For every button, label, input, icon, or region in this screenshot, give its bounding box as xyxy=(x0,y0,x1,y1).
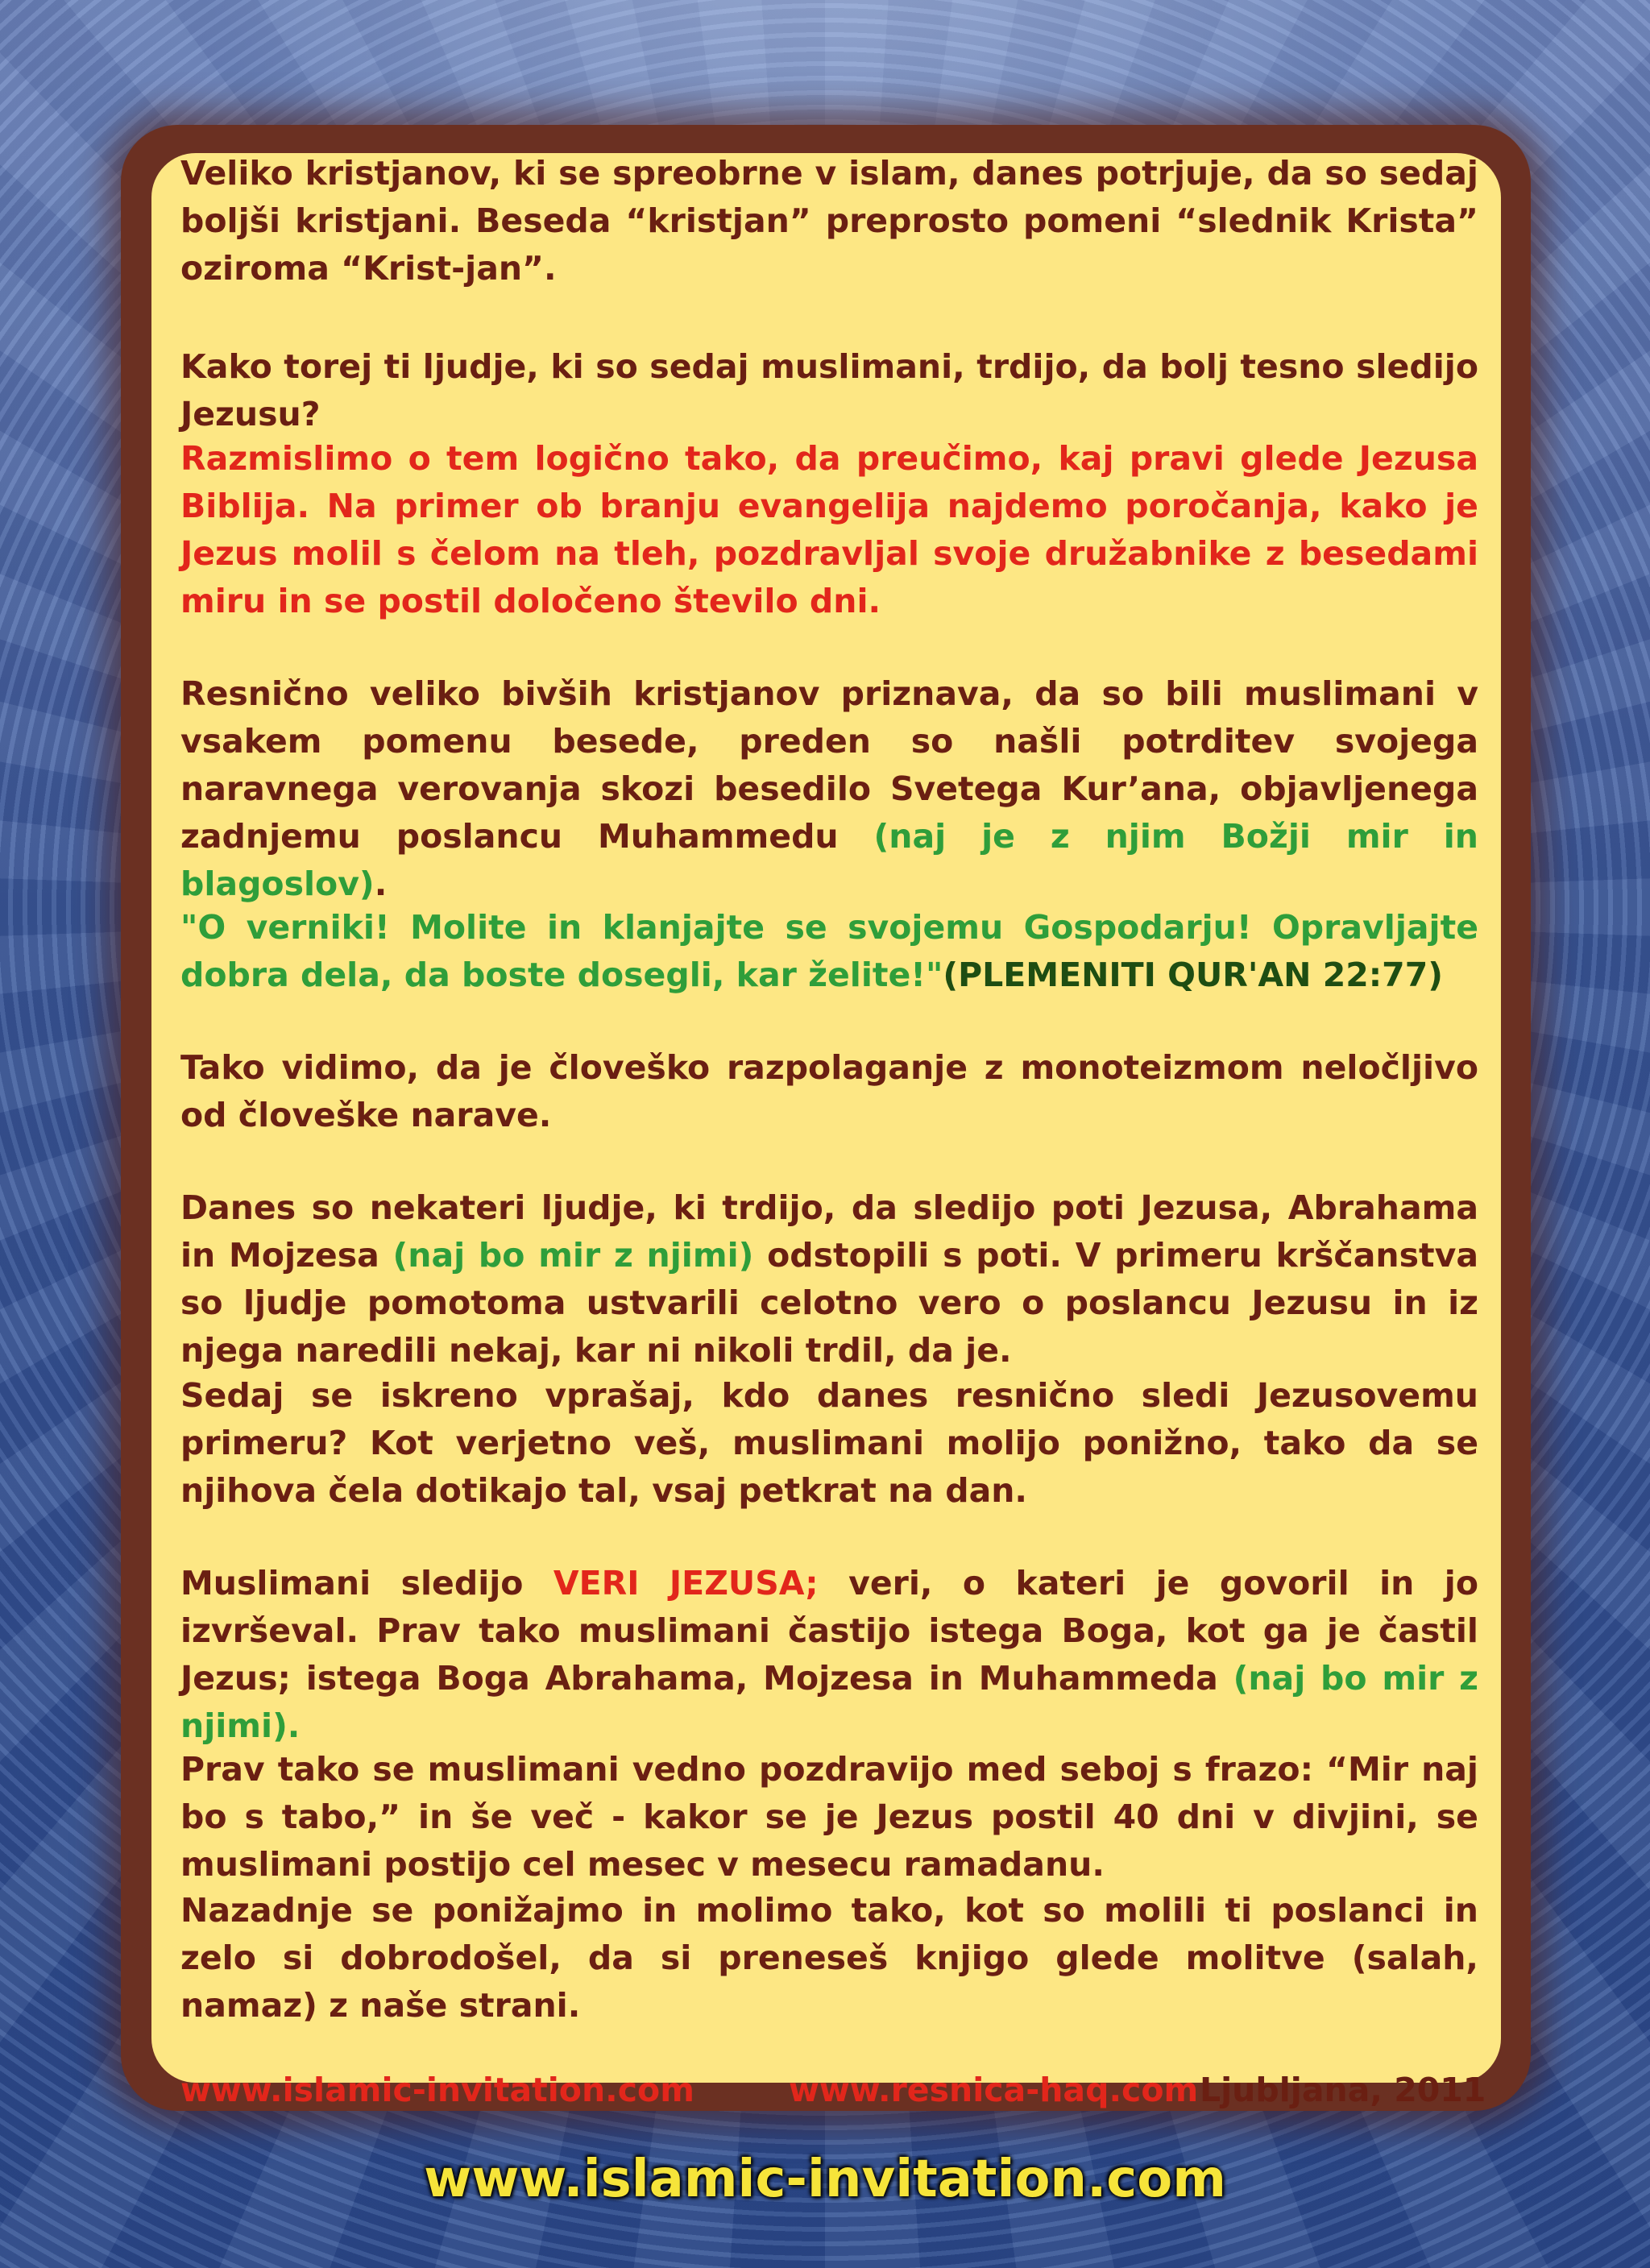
paragraph-9-text-a: Muslimani sledijo xyxy=(180,1564,553,1603)
quran-quote xyxy=(180,904,1478,999)
paragraph-4-blessing: (naj je z njim Božji mir in blagoslov) xyxy=(180,817,1478,903)
paragraph-2: Kako torej ti ljudje, ki so sedaj muslimani, trdijo, da bolj tesno sledijo Jezusu? xyxy=(180,347,1478,433)
paragraph-6: Tako vidimo, da je človeško razpolaganje z monoteizmom neločljivo od človeške narave. xyxy=(180,1048,1478,1134)
paragraph-4-text: Resnično veliko bivših kristjanov priznava, da so bili muslimani v vsakem pomenu besede, preden so našli potrditev svojega naravnega verovanja skozi besedilo Svetega Kur’ana, objavljenega zadnjemu poslancu Muhammedu xyxy=(180,674,1478,856)
quran-reference: (PLEMENITI QUR'AN 22:77) xyxy=(943,956,1443,994)
paragraph-9-blessing: (naj bo mir z njimi). xyxy=(180,1659,1479,1745)
paragraph-7-blessing: (naj bo mir z njimi) xyxy=(392,1236,754,1275)
paragraph-8: Sedaj se iskreno vprašaj, kdo danes resnično sledi Jezusovemu primeru? Kot verjetno veš, muslimani molijo ponižno, tako da se njihova čela dotikajo tal, vsaj petkrat na dan. xyxy=(180,1376,1478,1510)
paragraph-4 xyxy=(180,670,1478,908)
footer-link-islamic-invitation[interactable]: www.islamic-invitation.com xyxy=(180,2071,694,2109)
paragraph-3: Razmislimo o tem logično tako, da preučimo, kaj pravi glede Jezusa Biblija. Na primer ob branju evangelija najdemo poročanja, kako je Jezus molil s čelom na tleh, pozdravljal svoje družabnike z besedami miru in se postil določeno število dni. xyxy=(180,439,1478,620)
text-panel xyxy=(151,153,1501,2109)
paragraph-4-end: . xyxy=(374,864,388,903)
paragraph-9-text-b: veri, o kateri je govoril in jo izvrševal. Prav tako muslimani častijo istega Boga, kot ga je častil Jezus; istega Boga Abrahama, Mojzesa in Muhammeda xyxy=(180,1564,1478,1698)
paragraph-1: Veliko kristjanov, ki se spreobrne v islam, danes potrjuje, da so sedaj boljši kristjani. Beseda “kristjan” preprosto pomeni “slednik Krista” oziroma “Krist-jan”. xyxy=(180,154,1478,288)
paragraph-7-text-b: odstopili s poti. V primeru krščanstva so ljudje pomotoma ustvarili celotno vero o poslancu Jezusu in iz njega naredili nekaj, kar ni nikoli trdil, da je. xyxy=(180,1236,1478,1370)
footer-link-resnica-haq[interactable]: www.resnica-haq.com xyxy=(789,2071,1199,2109)
quran-quote-text: "O verniki! Molite in klanjajte se svojemu Gospodarju! Opravljajte dobra dela, da boste dosegli, kar želite!" xyxy=(180,908,1478,994)
bottom-url-banner[interactable]: www.islamic-invitation.com xyxy=(424,2150,1226,2209)
paragraph-7 xyxy=(180,1184,1478,1374)
paragraph-7-text-a: Danes so nekateri ljudje, ki trdijo, da sledijo poti Jezusa, Abrahama in Mojzesa xyxy=(180,1188,1478,1275)
paragraph-10: Prav tako se muslimani vedno pozdravijo med seboj s frazo: “Mir naj bo s tabo,” in še več - kakor se je Jezus postil 40 dni v divjini, se muslimani postijo cel mesec v mesecu ramadanu. xyxy=(180,1750,1478,1884)
footer-links xyxy=(180,2067,1486,2115)
paragraph-9-highlight: VERI JEZUSA; xyxy=(553,1564,819,1603)
paragraph-11: Nazadnje se ponižajmo in molimo tako, kot so molili ti poslanci in zelo si dobrodošel, da si preneseš knjigo glede molitve (salah, namaz) z naše strani. xyxy=(180,1891,1478,2025)
footer-place-year: Ljubljana, 2011 xyxy=(1200,2071,1486,2109)
paragraph-9 xyxy=(180,1560,1478,1750)
